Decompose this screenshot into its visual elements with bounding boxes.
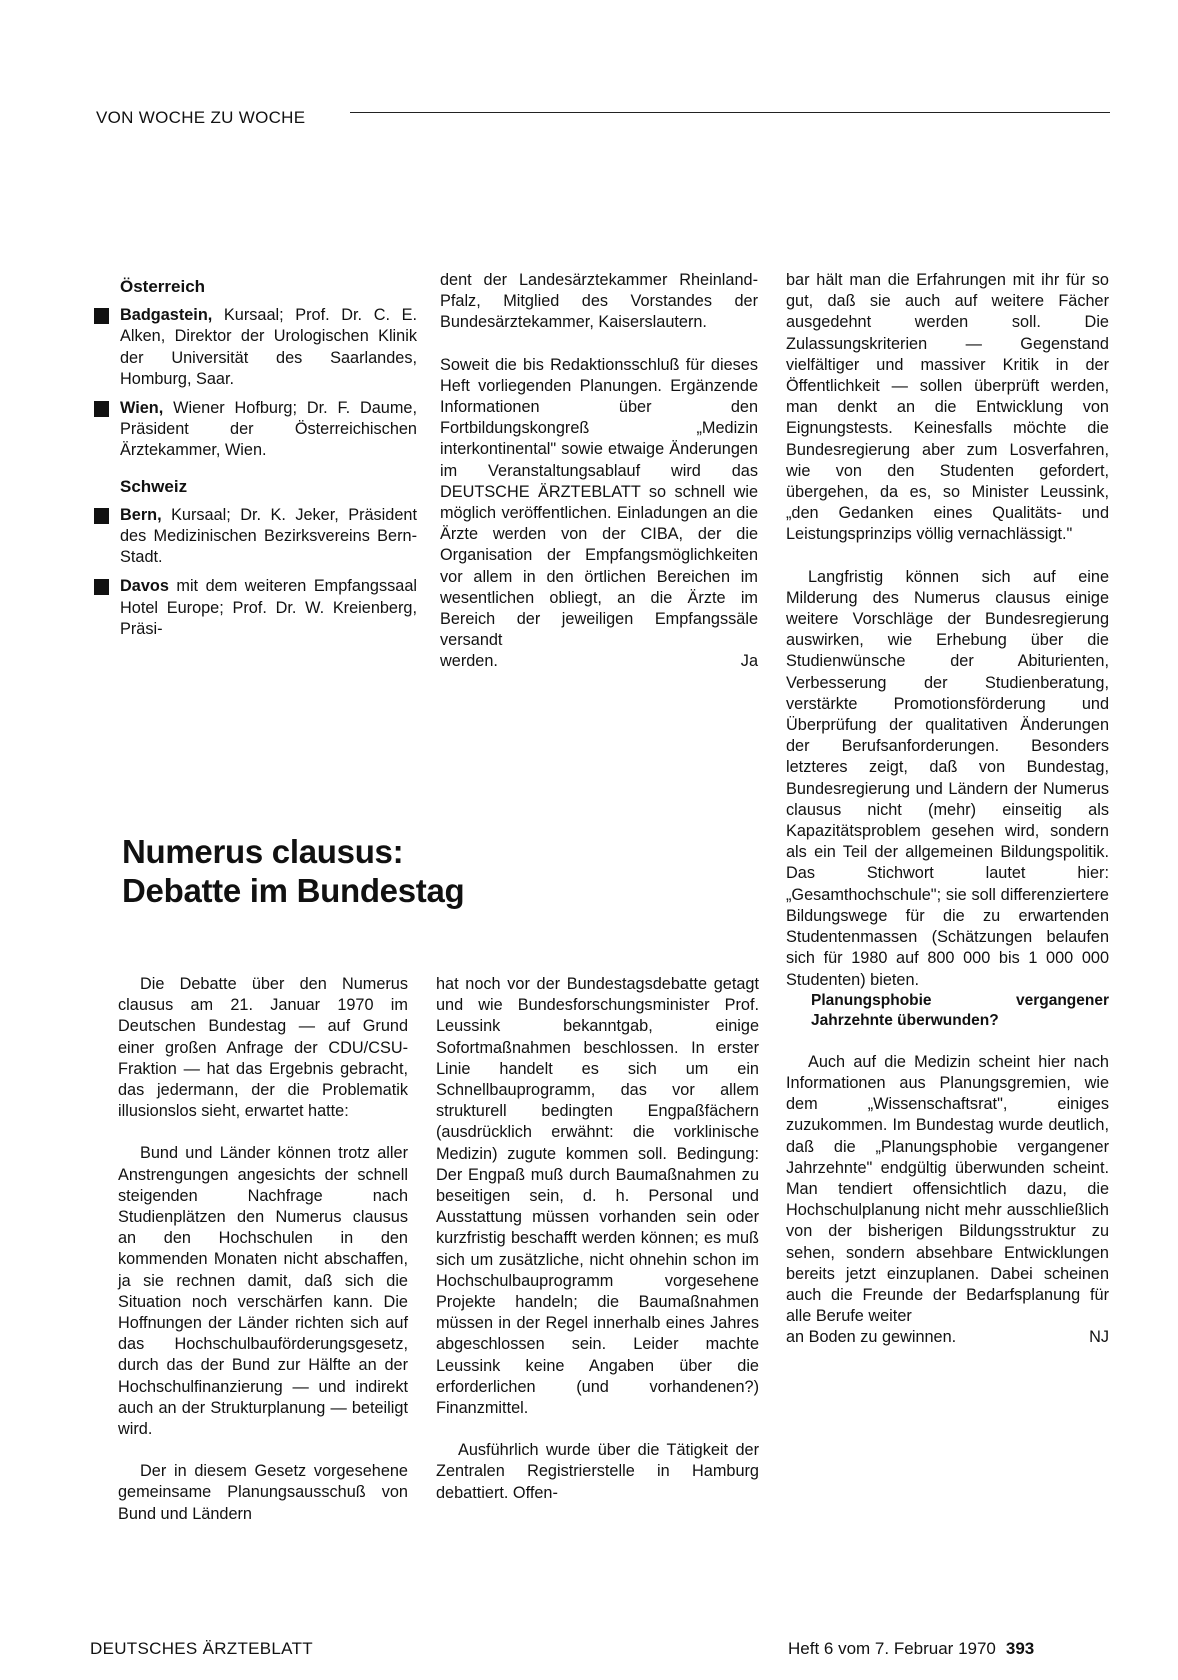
event-entry <box>92 505 417 569</box>
article-end: an Boden zu gewinnen. <box>786 1328 957 1347</box>
editorial-note: Soweit die bis Redaktionsschluß für dieses Heft vorliegenden Planungen. Ergänzende Informationen über den Fortbildungskongreß „Medizin interkontinental" sowie etwaige Änderungen im Veranstaltungsablauf wird das DEUTSCHE ÄRZTEBLATT so schnell wie möglich veröffentlichen. Einladungen an die Ärzte werden von der CIBA, der die Organisation der Empfangsmöglichkeiten vor allem in den örtlichen Bereichen im wesentlichen obliegt, an die Ärzte im Bereich der jeweiligen Empfangssäle versandt <box>440 355 758 650</box>
bullet-square-icon <box>94 401 109 417</box>
article-paragraph: bar hält man die Erfahrungen mit ihr für so gut, daß sie auch auf weitere Fächer ausgedehnt werden soll. Die Zulassungskriterien — Gegenstand vielfältiger und massiver Kritik in der Öffentlichkeit — sollen überprüft werden, man denkt an die Entwicklung von Eignungstests. Keinesfalls möchte die Bundesregierung aber zum Losverfahren, wie von den Studenten gefordert, übergehen, da es, so Minister Leussink, „den Gedanken eines Qualitäts- und Leistungsprinzips völlig vernachlässigt." <box>786 271 1109 544</box>
article-paragraph: Ausführlich wurde über die Tätigkeit der Zentralen Registrierstelle in Hamburg debattiert. Offen- <box>436 1441 759 1502</box>
article-paragraph: Bund und Länder können trotz aller Anstrengungen angesichts der schnell steigenden Nachfrage nach Studienplätzen den Numerus clausus an den Hochschulen in den kommenden Monaten nicht abschaffen, ja sie rechnen damit, daß sich die Situation noch verschärfen kann. Die Hoffnungen der Länder richten sich auf das Hochschulbauförderungsgesetz, durch das der Bund zur Hälfte an der Hochschulfinanzierung — und indirekt auch an der Strukturplanung — beteiligt wird. <box>118 1144 408 1439</box>
article-paragraph: Die Debatte über den Numerus clausus am 21. Januar 1970 im Deutschen Bundestag — auf Grund einer großen Anfrage der CDU/CSU-Fraktion — hat das Ergebnis gebracht, das jedermann, der die Problematik illusionslos sieht, erwartet hatte: <box>118 975 408 1121</box>
footer-journal: DEUTSCHES ÄRZTEBLATT <box>90 1639 313 1658</box>
event-continuation: dent der Landesärztekammer Rheinland-Pfalz, Mitglied des Vorstandes der Bundesärztekammer, Kaiserslautern. <box>440 271 758 332</box>
event-place: Davos <box>120 577 169 596</box>
bullet-square-icon <box>94 308 109 324</box>
headline-line-1: Numerus clausus: <box>122 833 404 870</box>
event-details: mit dem weiteren Empfangssaal Hotel Europe; Prof. Dr. W. Kreienberg, Präsi- <box>120 577 417 638</box>
note-signature-line <box>440 651 758 672</box>
article-paragraph: Der in diesem Gesetz vorgesehene gemeinsame Planungsausschuß von Bund und Ländern <box>118 1462 408 1523</box>
country-heading-austria: Österreich <box>120 277 206 296</box>
article-column-2 <box>436 974 759 1504</box>
article-paragraph: Auch auf die Medizin scheint hier nach Informationen aus Planungsgremien, wie dem „Wissenschaftsrat", einiges zuzukommen. Im Bundestag wurde deutlich, daß die „Planungsphobie vergangener Jahrzehnte" endgültig überwunden scheint. Man tendiert offensichtlich dazu, die Hochschulplanung nicht mehr ausschließlich von der bisherigen Bildungsstruktur zu sehen, sondern absehbare Entwicklungen bereits jetzt einzuplanen. Dabei scheinen auch die Freunde der Bedarfsplanung für alle Berufe weiter <box>786 1052 1109 1326</box>
bullet-square-icon <box>94 579 109 595</box>
article-signature-line <box>786 1327 1109 1348</box>
footer-issue: Heft 6 vom 7. Februar 1970 <box>788 1639 996 1658</box>
event-details: Kursaal; Prof. Dr. C. E. Alken, Direktor der Urologischen Klinik der Universität des Saarlandes, Homburg, Saar. <box>120 306 417 388</box>
article-column-1 <box>118 974 408 1525</box>
footer-issue-info <box>788 1639 1034 1659</box>
events-column-2 <box>440 270 758 673</box>
event-entry <box>92 305 417 390</box>
event-place: Wien, <box>120 399 164 418</box>
events-column-1 <box>92 276 417 648</box>
section-label: VON WOCHE ZU WOCHE <box>96 108 306 127</box>
page-number: 393 <box>1005 1639 1035 1658</box>
author-initials: NJ <box>1089 1328 1109 1347</box>
event-entry <box>92 576 417 640</box>
event-details: Kursaal; Dr. K. Jeker, Präsident des Medizinischen Bezirksvereins Bern-Stadt. <box>120 505 417 567</box>
article-paragraph: hat noch vor der Bundestagsdebatte getagt und wie Bundesforschungsminister Prof. Leussink bekanntgab, einige Sofortmaßnahmen beschlossen. In erster Linie handelt es sich um ein Schnellbauprogramm, das vor allem strukturell bedingten Engpaßfächern (ausdrücklich erwähnt: die vorklinische Medizin) zugute kommen soll. Bedingung: Der Engpaß muß durch Baumaßnahmen zu beseitigen sein, d. h. Personal und Ausstattung müssen vorhanden sein oder kurzfristig beschafft werden können; es muß sich um zusätzliche, nicht ohnehin schon im Hochschulbauprogramm vorgesehene Projekte handeln; die Baumaßnahmen müssen in der Regel innerhalb eines Jahres abgeschlossen sein. Leider machte Leussink keine Angaben über die erforderlichen (und vorhandenen?) Finanzmittel. <box>436 975 759 1418</box>
event-details: Wiener Hofburg; Dr. F. Daume, Präsident der Österreichischen Ärztekammer, Wien. <box>120 399 417 460</box>
author-initials: Ja <box>740 652 758 671</box>
note-end: werden. <box>440 652 498 671</box>
article-column-3 <box>786 270 1109 1349</box>
article-subheading: Planungsphobie vergangener Jahrzehnte überwunden? <box>811 991 1109 1029</box>
article-headline <box>122 832 602 910</box>
country-heading-switzerland: Schweiz <box>120 476 188 496</box>
headline-line-2: Debatte im Bundestag <box>122 872 465 909</box>
header-rule <box>350 112 1110 113</box>
event-entry <box>92 398 417 462</box>
event-place: Badgastein, <box>120 306 213 325</box>
event-place: Bern, <box>120 505 162 524</box>
article-paragraph: Langfristig können sich auf eine Milderung des Numerus clausus einige weitere Vorschläge der Bundesregierung auswirken, wie Erhebung über die Studienwünsche der Abiturienten, Verbesserung der Studienberatung, verstärkte Promotionsförderung und Überprüfung der qualitativen Änderungen der Berufsanforderungen. Besonders letzteres zeigt, daß von Bundestag, Bundesregierung und Ländern der Numerus clausus nicht (mehr) einseitig als Kapazitätsproblem gesehen wird, sondern als ein Teil der allgemeinen Bildungspolitik. Das Stichwort lautet hier: „Gesamthochschule"; sie soll differenziertere Bildungswege für die zu erwartenden Studentenmassen (Schätzungen belaufen sich für 1980 auf 800 000 bis 1 000 000 Studenten) bieten. <box>786 567 1109 989</box>
bullet-square-icon <box>94 508 109 524</box>
